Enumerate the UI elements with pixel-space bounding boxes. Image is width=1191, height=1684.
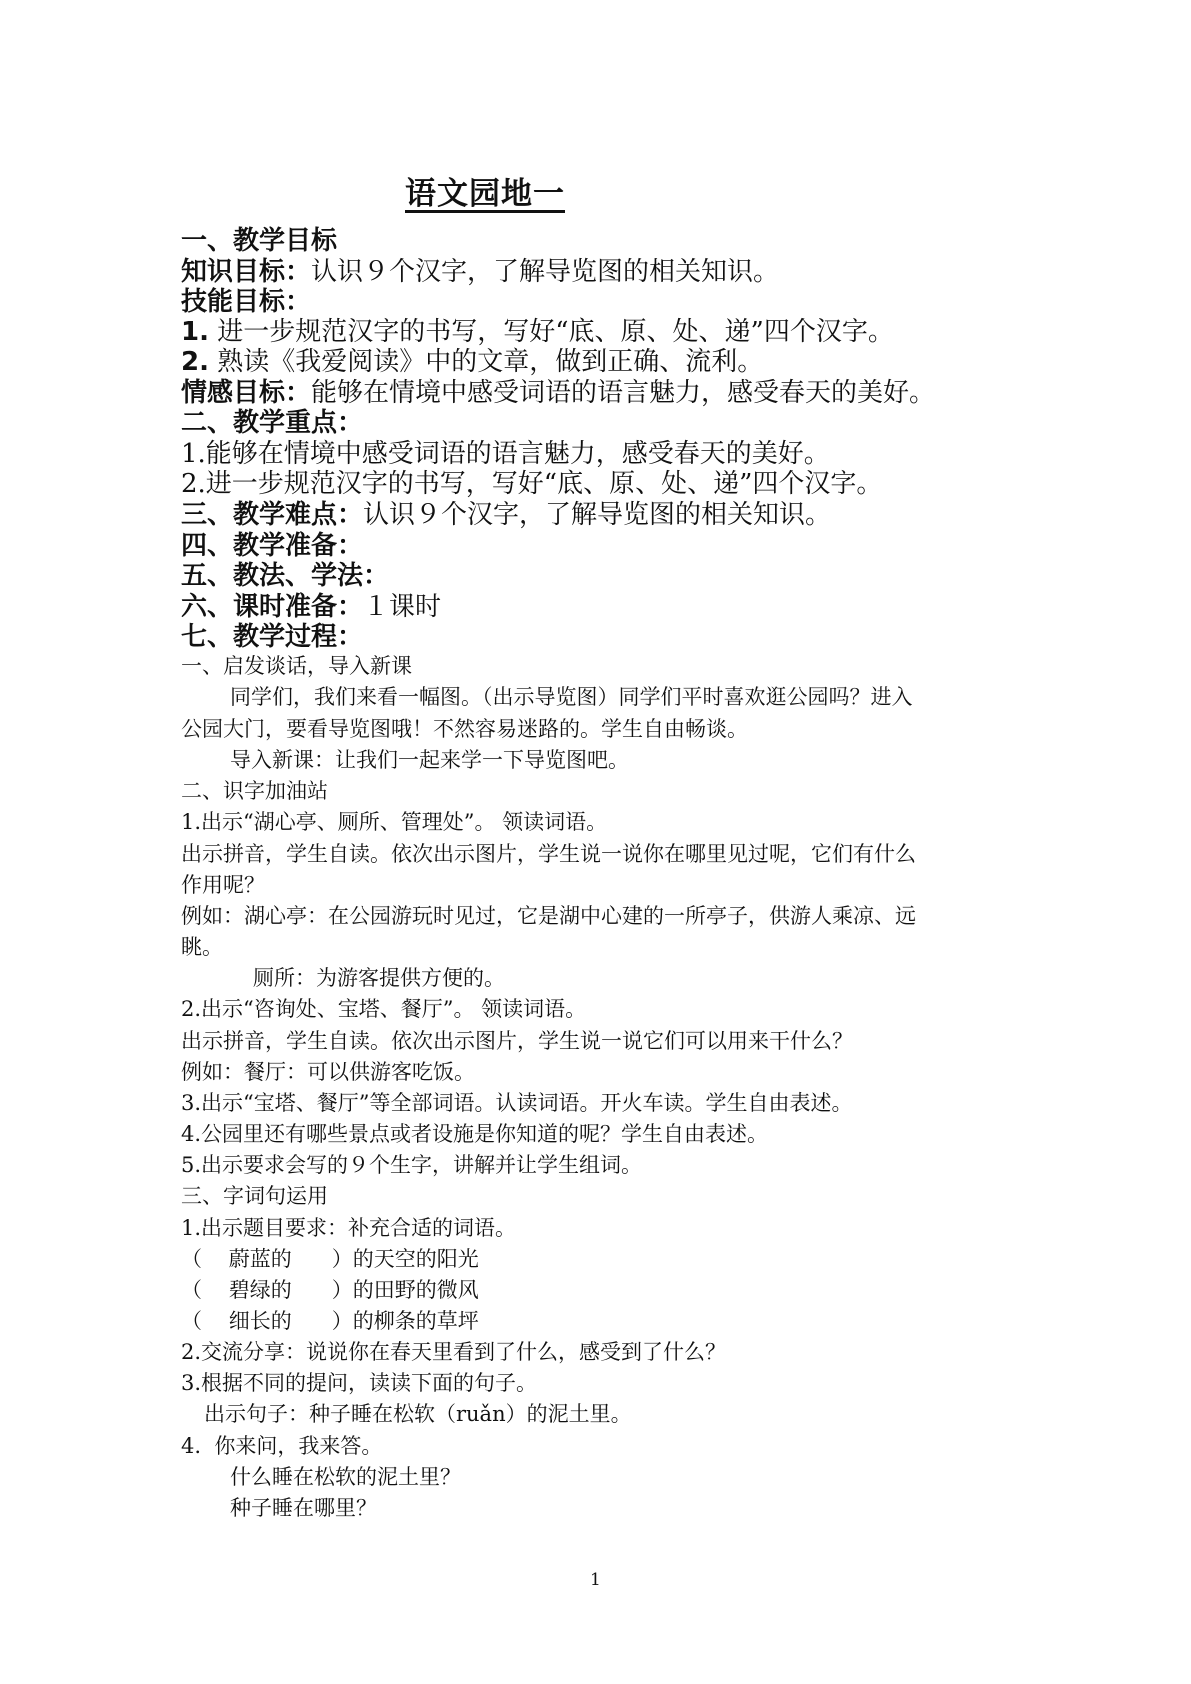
paragraph-line: 出示句子：种子睡在松软（ruǎn）的泥土里。: [204, 1402, 632, 1426]
skill-goal-label: 技能目标：: [181, 287, 312, 317]
heading-difficulties: 三、教学难点：认识９个汉字，了解导览图的相关知识。: [181, 500, 832, 530]
paragraph-line: 5.出示要求会写的９个生字，讲解并让学生组词。: [181, 1153, 643, 1177]
paragraph-line: 3.根据不同的提问，读读下面的句子。: [181, 1371, 538, 1395]
paragraph-line: 2.出示“咨询处、宝塔、餐厅”。 领读词语。: [181, 997, 587, 1021]
paragraph-line: 作用呢？: [181, 873, 265, 897]
skill-goal-1: 1. 进一步规范汉字的书写，写好“底、原、处、递”四个汉字。: [181, 317, 894, 347]
knowledge-goal: 知识目标：认识９个汉字，了解导览图的相关知识。: [181, 257, 780, 287]
paragraph-line: 2.交流分享：说说你在春天里看到了什么，感受到了什么？: [181, 1340, 727, 1364]
paragraph-line: 4.公园里还有哪些景点或者设施是你知道的呢？学生自由表述。: [181, 1122, 769, 1146]
paragraph-line: 4. 你来问，我来答。: [181, 1434, 383, 1458]
paragraph-line: 眺。: [181, 935, 223, 959]
paragraph-line: 出示拼音，学生自读。依次出示图片，学生说一说你在哪里见过呢，它们有什么: [181, 842, 916, 866]
paragraph-line: 什么睡在松软的泥土里？: [230, 1465, 461, 1489]
heading-class-hours: 六、课时准备：１课时: [181, 592, 442, 622]
heading-process: 七、教学过程：: [181, 622, 364, 652]
paragraph-line: 导入新课：让我们一起来学一下导览图吧。: [230, 748, 629, 772]
heading-preparation: 四、教学准备：: [181, 531, 364, 561]
key-point-2: 2.进一步规范汉字的书写，写好“底、原、处、递”四个汉字。: [181, 469, 883, 499]
paragraph-line: 1.出示“湖心亭、厕所、管理处”。 领读词语。: [181, 810, 608, 834]
paragraph-line: 种子睡在哪里？: [230, 1496, 377, 1520]
paragraph-line: 3.出示“宝塔、餐厅”等全部词语。认读词语。开火车读。学生自由表述。: [181, 1091, 853, 1115]
paragraph-line: 例如：餐厅：可以供游客吃饭。: [181, 1060, 475, 1084]
paragraph-line: 出示拼音，学生自读。依次出示图片，学生说一说它们可以用来干什么？: [181, 1029, 853, 1053]
heading-methods: 五、教法、学法：: [181, 561, 390, 591]
skill-goal-2: 2. 熟读《我爱阅读》中的文章，做到正确、流利。: [181, 347, 764, 377]
paragraph-line: 同学们，我们来看一幅图。（出示导览图）同学们平时喜欢逛公园吗？进入: [230, 685, 913, 709]
key-point-1: 1.能够在情境中感受词语的语言魅力，感受春天的美好。: [181, 439, 830, 469]
page-number: 1: [590, 1570, 601, 1590]
fill-blank-line: （ 碧绿的 ）的田野的微风: [181, 1278, 479, 1302]
fill-blank-line: （ 蔚蓝的 ）的天空的阳光: [181, 1247, 479, 1271]
paragraph-line: 厕所：为游客提供方便的。: [253, 966, 505, 990]
paragraph-line: 1.出示题目要求：补充合适的词语。: [181, 1216, 517, 1240]
page-title: 语文园地一: [405, 176, 565, 212]
process-section-heading: 二、识字加油站: [181, 779, 328, 803]
paragraph-line: 公园大门，要看导览图哦！不然容易迷路的。学生自由畅谈。: [181, 717, 748, 741]
emotion-goal: 情感目标：能够在情境中感受词语的语言魅力，感受春天的美好。: [181, 378, 936, 408]
paragraph-line: 例如：湖心亭：在公园游玩时见过，它是湖中心建的一所亭子，供游人乘凉、远: [181, 904, 916, 928]
fill-blank-line: （ 细长的 ）的柳条的草坪: [181, 1309, 479, 1333]
process-section-heading: 一、启发谈话，导入新课: [181, 654, 412, 678]
heading-teaching-goals: 一、教学目标: [181, 226, 338, 256]
heading-key-points: 二、教学重点：: [181, 408, 364, 438]
process-section-heading: 三、字词句运用: [181, 1184, 328, 1208]
